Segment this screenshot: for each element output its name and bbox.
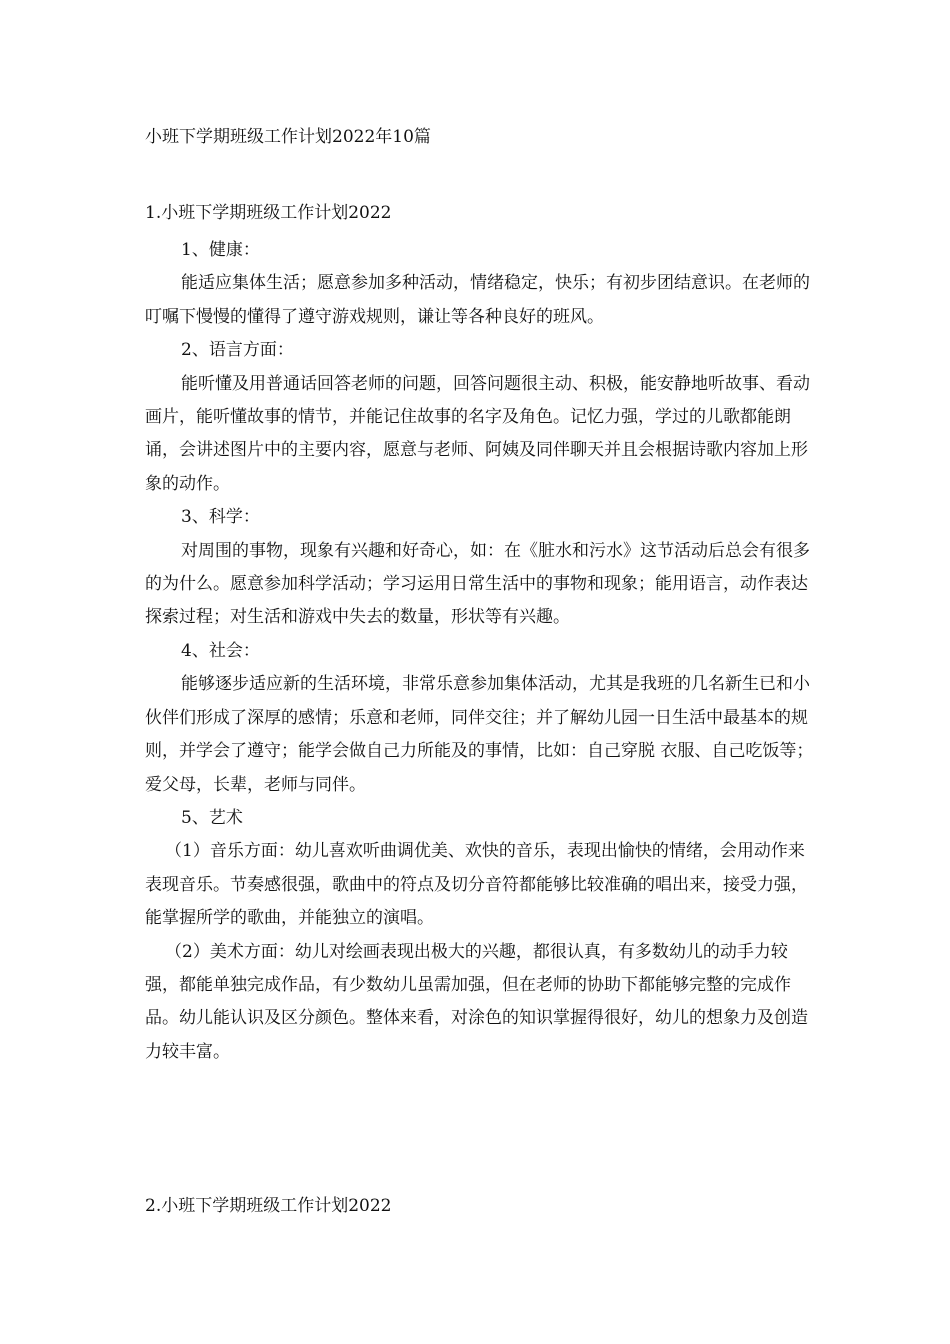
language-paragraph: 能听懂及用普通话回答老师的问题，回答问题很主动、积极，能安静地听故事、看动画片，能听懂故事的情节，并能记住故事的名字及角色。记忆力强，学过的儿歌都能朗诵，会讲述图片中的主要内容，愿意与老师、阿姨及同伴聊天并且会根据诗歌内容加上形象的动作。 [145,373,810,494]
science-heading: 3、科学： [181,507,260,528]
section-1-body [145,234,815,1069]
art-heading: 5、艺术 [181,807,243,828]
society-heading: 4、社会： [181,640,260,661]
fine-art-paragraph: （2）美术方面：幼儿对绘画表现出极大的兴趣，都很认真，有多数幼儿的动手力较强，都能单独完成作品，有少数幼儿虽需加强，但在老师的协助下都能够完整的完成作品。幼儿能认识及区分颜色。整体来看，对涂色的知识掌握得很好，幼儿的想象力及创造力较丰富。 [145,941,808,1062]
science-paragraph: 对周围的事物，现象有兴趣和好奇心，如：在《脏水和污水》这节活动后总会有很多的为什么。愿意参加科学活动；学习运用日常生活中的事物和现象；能用语言，动作表达探索过程；对生活和游戏中失去的数量，形状等有兴趣。 [145,540,810,628]
music-paragraph: （1）音乐方面：幼儿喜欢听曲调优美、欢快的音乐，表现出愉快的情绪，会用动作来表现音乐。节奏感很强，歌曲中的符点及切分音符都能够比较准确的唱出来，接受力强，能掌握所学的歌曲，并能独立的演唱。 [145,841,808,929]
health-paragraph: 能适应集体生活；愿意参加多种活动，情绪稳定，快乐；有初步团结意识。在老师的叮嘱下慢慢的懂得了遵守游戏规则，谦让等各种良好的班风。 [145,273,810,327]
section-2-heading: 2.小班下学期班级工作计划2022 [145,1196,392,1216]
society-paragraph: 能够逐步适应新的生活环境，非常乐意参加集体活动，尤其是我班的几名新生已和小伙伴们形成了深厚的感情；乐意和老师，同伴交往；并了解幼儿园一日生活中最基本的规则，并学会了遵守；能学会做自己力所能及的事情，比如：自己穿脱 衣服、自己吃饭等；爱父母，长辈，老师与同伴。 [145,674,814,795]
section-1-heading: 1.小班下学期班级工作计划2022 [145,203,392,223]
document-title: 小班下学期班级工作计划2022年10篇 [145,127,431,147]
language-heading: 2、语言方面： [181,340,294,361]
health-heading: 1、健康： [181,240,260,260]
